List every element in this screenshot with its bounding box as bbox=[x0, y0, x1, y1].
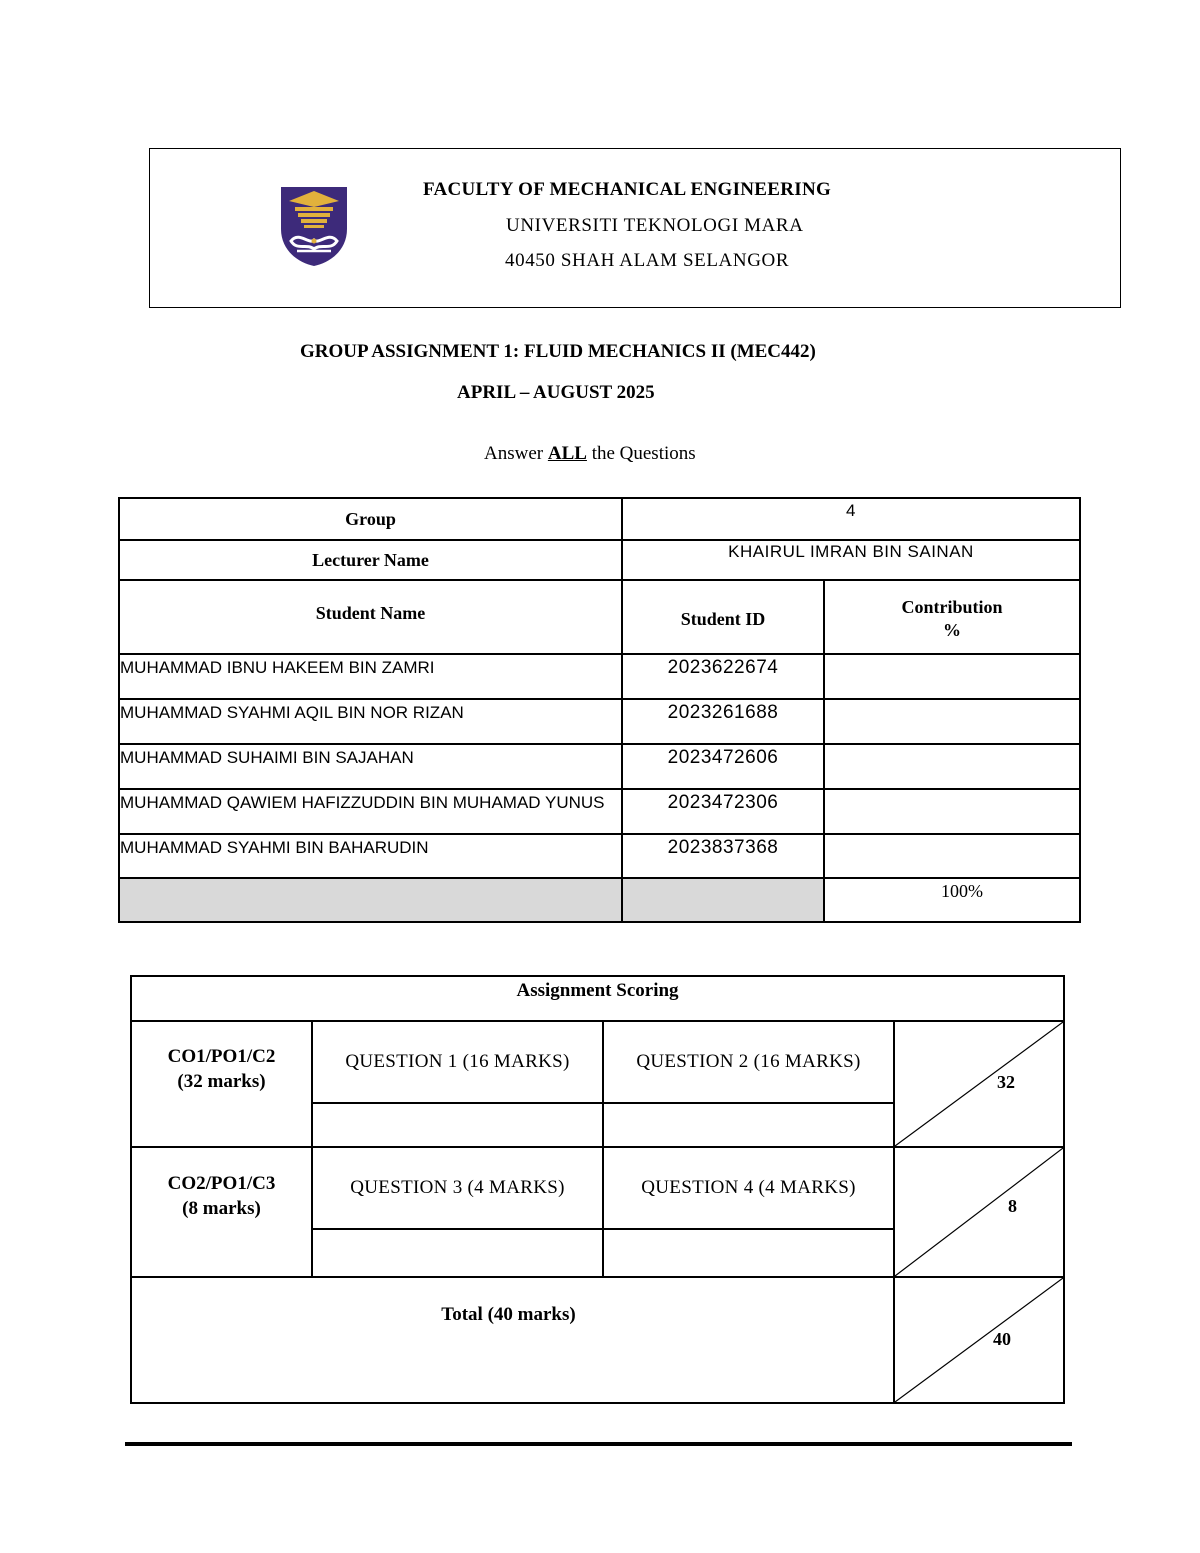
total-row bbox=[131, 1277, 1064, 1403]
grand-total-cell bbox=[894, 1277, 1064, 1403]
student-name: MUHAMMAD SYAHMI AQIL BIN NOR RIZAN bbox=[119, 699, 622, 744]
contribution-cell bbox=[824, 789, 1080, 834]
co1-code: CO1/PO1/C2 bbox=[167, 1046, 276, 1067]
group-row bbox=[119, 498, 1080, 540]
column-header-row bbox=[119, 580, 1080, 654]
diagonal-line bbox=[895, 1148, 1063, 1276]
student-table bbox=[118, 497, 1081, 923]
col-contribution-unit: % bbox=[943, 620, 961, 640]
col-student-id: Student ID bbox=[622, 580, 824, 654]
instruction-text bbox=[484, 443, 696, 465]
university-name: UNIVERSITI TEKNOLOGI MARA bbox=[506, 215, 804, 236]
co2-label bbox=[131, 1147, 312, 1277]
faculty-name: FACULTY OF MECHANICAL ENGINEERING bbox=[423, 179, 832, 200]
col-contribution-label: Contribution bbox=[901, 597, 1003, 617]
student-name: MUHAMMAD IBNU HAKEEM BIN ZAMRI bbox=[119, 654, 622, 699]
lecturer-label: Lecturer Name bbox=[119, 540, 622, 580]
diagonal-line bbox=[895, 1278, 1063, 1402]
table-row bbox=[119, 789, 1080, 834]
co2-total: 8 bbox=[1008, 1196, 1017, 1216]
group-value: 4 bbox=[622, 498, 1080, 540]
lecturer-row bbox=[119, 540, 1080, 580]
student-name: MUHAMMAD SUHAIMI BIN SAJAHAN bbox=[119, 744, 622, 789]
co2-code: CO2/PO1/C3 bbox=[167, 1173, 276, 1194]
question-2-score[interactable] bbox=[603, 1103, 894, 1147]
question-4-header: QUESTION 4 (4 MARKS) bbox=[603, 1147, 894, 1229]
student-id: 2023622674 bbox=[622, 654, 824, 699]
header-box bbox=[149, 148, 1121, 308]
co1-label bbox=[131, 1021, 312, 1147]
instruction-post: the Questions bbox=[586, 443, 696, 464]
total-contribution: 100% bbox=[824, 878, 1080, 922]
shaded-cell bbox=[119, 878, 622, 922]
scoring-title-row bbox=[131, 976, 1064, 1021]
co2-marks: (8 marks) bbox=[182, 1198, 261, 1219]
contribution-cell bbox=[824, 834, 1080, 878]
co1-question-row bbox=[131, 1021, 1064, 1103]
student-id: 2023837368 bbox=[622, 834, 824, 878]
student-id: 2023472606 bbox=[622, 744, 824, 789]
col-contribution bbox=[824, 580, 1080, 654]
question-4-score[interactable] bbox=[603, 1229, 894, 1277]
instruction-emphasis: ALL bbox=[547, 443, 587, 464]
shaded-cell bbox=[622, 878, 824, 922]
co1-marks: (32 marks) bbox=[177, 1071, 266, 1092]
question-3-header: QUESTION 3 (4 MARKS) bbox=[312, 1147, 603, 1229]
table-row bbox=[119, 699, 1080, 744]
contribution-cell bbox=[824, 744, 1080, 789]
group-label: Group bbox=[119, 498, 622, 540]
grand-total: 40 bbox=[993, 1329, 1011, 1349]
contribution-cell bbox=[824, 654, 1080, 699]
contribution-cell bbox=[824, 699, 1080, 744]
instruction-pre: Answer bbox=[484, 443, 548, 464]
question-3-score[interactable] bbox=[312, 1229, 603, 1277]
student-id: 2023261688 bbox=[622, 699, 824, 744]
student-name: MUHAMMAD QAWIEM HAFIZZUDDIN BIN MUHAMAD YUNUS bbox=[119, 789, 622, 834]
session-title: APRIL – AUGUST 2025 bbox=[457, 382, 655, 403]
total-contribution-row bbox=[119, 878, 1080, 922]
co1-total-cell bbox=[894, 1021, 1064, 1147]
co2-total-cell bbox=[894, 1147, 1064, 1277]
bottom-divider bbox=[125, 1442, 1072, 1446]
question-1-header: QUESTION 1 (16 MARKS) bbox=[312, 1021, 603, 1103]
lecturer-value: KHAIRUL IMRAN BIN SAINAN bbox=[622, 540, 1080, 580]
total-label: Total (40 marks) bbox=[131, 1277, 894, 1403]
student-name: MUHAMMAD SYAHMI BIN BAHARUDIN bbox=[119, 834, 622, 878]
co1-total: 32 bbox=[997, 1072, 1015, 1092]
university-address: 40450 SHAH ALAM SELANGOR bbox=[505, 250, 790, 271]
table-row bbox=[119, 834, 1080, 878]
question-2-header: QUESTION 2 (16 MARKS) bbox=[603, 1021, 894, 1103]
assignment-scoring-table bbox=[130, 975, 1065, 1404]
assignment-title: GROUP ASSIGNMENT 1: FLUID MECHANICS II (MEC442) bbox=[300, 341, 816, 362]
uitm-crest-icon bbox=[279, 185, 349, 267]
table-row bbox=[119, 744, 1080, 789]
co2-question-row bbox=[131, 1147, 1064, 1229]
scoring-title: Assignment Scoring bbox=[131, 976, 1064, 1021]
col-student-name: Student Name bbox=[119, 580, 622, 654]
student-id: 2023472306 bbox=[622, 789, 824, 834]
question-1-score[interactable] bbox=[312, 1103, 603, 1147]
table-row bbox=[119, 654, 1080, 699]
diagonal-line bbox=[895, 1022, 1063, 1146]
